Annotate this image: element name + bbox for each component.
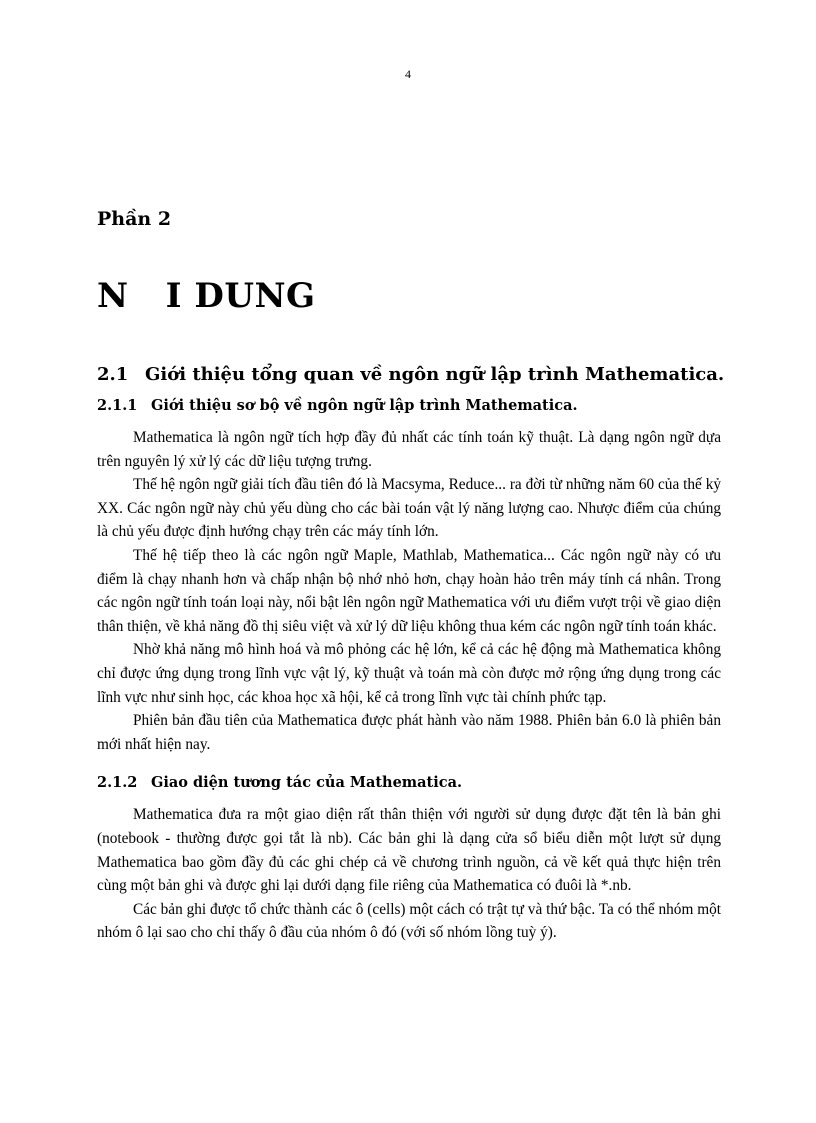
subsection-number: 2.1.1 bbox=[97, 397, 138, 414]
subsection-title: Giới thiệu sơ bộ về ngôn ngữ lập trình Mathematica. bbox=[151, 397, 578, 414]
chapter-title: N I DUNG bbox=[97, 276, 316, 316]
section-title: Giới thiệu tổng quan về ngôn ngữ lập trình Mathematica. bbox=[145, 364, 725, 385]
section-heading bbox=[97, 364, 725, 385]
page-number: 4 bbox=[405, 67, 411, 81]
part-label: Phần 2 bbox=[97, 208, 172, 230]
paragraph: Thế hệ tiếp theo là các ngôn ngữ Maple, Mathlab, Mathematica... Các ngôn ngữ này có ưu điểm là chạy nhanh hơn và chấp nhận bộ nhớ nhỏ hơn, chạy hoàn hảo trên máy tính cá nhân. Trong các ngôn ngữ tính toán loại này, nổi bật lên ngôn ngữ Mathematica với ưu điểm vượt trội về giao diện thân thiện, về khả năng đồ thị siêu việt và xử lý dữ liệu không thua kém các ngôn ngữ tính toán khác. bbox=[97, 546, 721, 635]
paragraph: Mathematica là ngôn ngữ tích hợp đầy đủ nhất các tính toán kỹ thuật. Là dạng ngôn ngữ dựa trên nguyên lý xử lý các dữ liệu tượng trưng. bbox=[97, 429, 721, 470]
paragraph: Mathematica đưa ra một giao diện rất thân thiện với người sử dụng được đặt tên là bản ghi (notebook - thường được gọi tắt là nb). Các bản ghi là dạng cửa sổ biểu diễn một lượt sử dụng Mathematica bao gồm đầy đủ các ghi chép cả về chương trình nguồn, cả về kết quả thực hiện trên cùng một bản ghi và được ghi lại dưới dạng file riêng của Mathematica có đuôi là *.nb. bbox=[97, 806, 721, 895]
subsection-heading-1 bbox=[97, 397, 721, 414]
paragraph: Nhờ khả năng mô hình hoá và mô phỏng các hệ lớn, kể cả các hệ động mà Mathematica không chỉ được ứng dụng trong lĩnh vực vật lý, kỹ thuật và toán mà còn được mở rộng ứng dụng trong các lĩnh vực như sinh học, các khoa học xã hội, kể cả trong lĩnh vực tài chính phức tạp. bbox=[97, 641, 721, 706]
subsection-title: Giao diện tương tác của Mathematica. bbox=[151, 774, 463, 792]
subsection-body-1 bbox=[97, 426, 721, 756]
paragraph: Các bản ghi được tổ chức thành các ô (cells) một cách có trật tự và thứ bậc. Ta có thể nhóm một nhóm ô lại sao cho chỉ thấy ô đầu của nhóm ô đó (với số nhóm lồng tuỳ ý). bbox=[97, 900, 721, 942]
paragraph: Thế hệ ngôn ngữ giải tích đầu tiên đó là Macsyma, Reduce... ra đời từ những năm 60 của thế kỷ XX. Các ngôn ngữ này chủ yếu dùng cho các bài toán vật lý năng lượng cao. Nhược điểm của chúng là chủ yếu được định hướng chạy trên các máy tính lớn. bbox=[97, 476, 721, 541]
subsection-body-2 bbox=[97, 803, 721, 945]
page-content bbox=[97, 208, 725, 945]
subsection-heading-2 bbox=[97, 774, 721, 791]
paragraph: Phiên bản đầu tiên của Mathematica được phát hành vào năm 1988. Phiên bản 6.0 là phiên bản mới nhất hiện nay. bbox=[97, 712, 721, 753]
subsection-number: 2.1.2 bbox=[97, 774, 138, 792]
section-number: 2.1 bbox=[97, 364, 129, 385]
